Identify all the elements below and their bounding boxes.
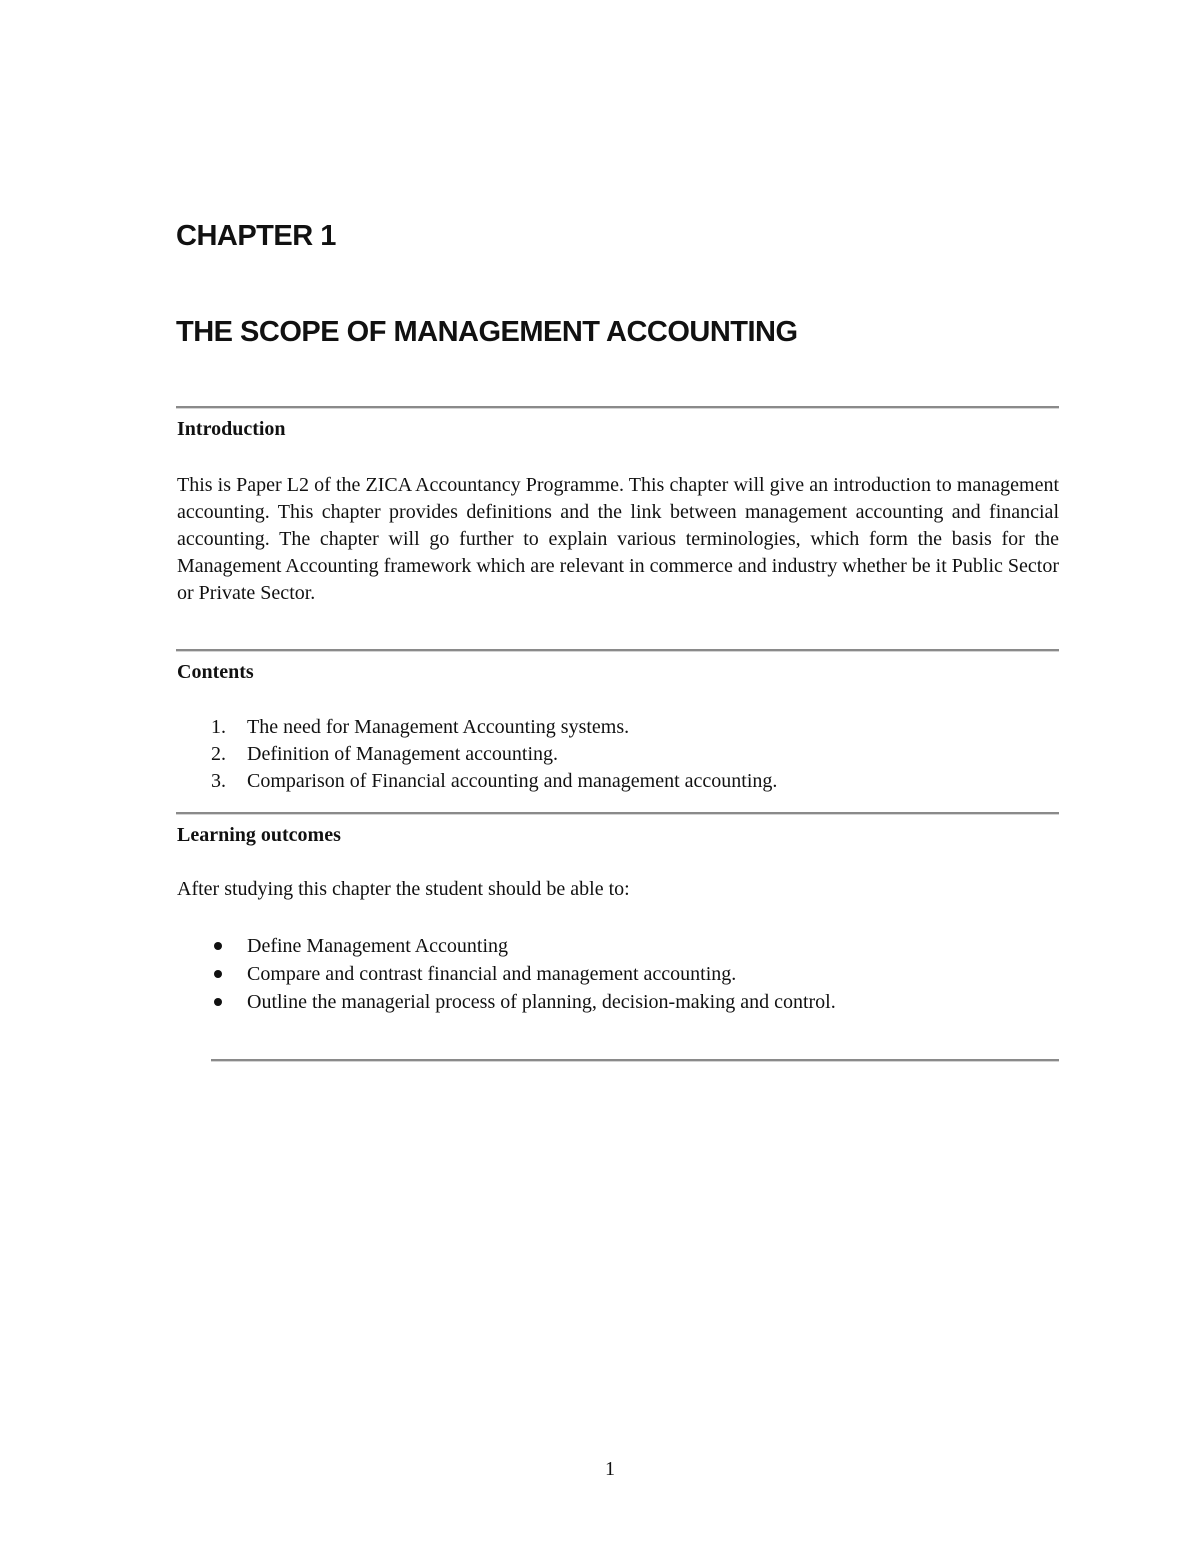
bullet-icon <box>214 942 222 950</box>
learning-outcomes-intro: After studying this chapter the student should be able to: <box>177 878 630 900</box>
contents-item-text: The need for Management Accounting systems. <box>247 716 630 738</box>
bullet-icon <box>214 998 222 1006</box>
contents-item <box>177 714 777 741</box>
outcome-item-text: Define Management Accounting <box>247 935 509 957</box>
learning-outcomes-heading: Learning outcomes <box>177 824 341 846</box>
section-divider <box>176 406 1059 409</box>
contents-heading: Contents <box>177 661 254 683</box>
bullet-icon <box>214 970 222 978</box>
contents-list <box>177 714 777 795</box>
section-divider <box>176 649 1059 652</box>
introduction-paragraph: This is Paper L2 of the ZICA Accountancy Programme. This chapter will give an introduction to management accounting. This chapter provides definitions and the link between management accounting and financial accounting. The chapter will go further to explain various terminologies, which form the basis for the Management Accounting framework which are relevant in commerce and industry whether be it Public Sector or Private Sector. <box>177 474 1059 604</box>
section-divider <box>176 812 1059 815</box>
contents-item-number: 1. <box>211 716 226 738</box>
contents-item-text: Definition of Management accounting. <box>247 743 559 765</box>
chapter-label: CHAPTER 1 <box>176 220 336 252</box>
page-number: 1 <box>605 1458 615 1480</box>
contents-item-number: 3. <box>211 770 226 792</box>
outcome-item <box>177 960 836 988</box>
contents-item-number: 2. <box>211 743 226 765</box>
section-divider <box>211 1059 1059 1062</box>
outcome-item <box>177 988 836 1016</box>
introduction-heading: Introduction <box>177 418 286 440</box>
learning-outcomes-list <box>177 932 836 1016</box>
outcome-item <box>177 932 836 960</box>
outcome-item-text: Compare and contrast financial and management accounting. <box>247 963 737 985</box>
contents-item-text: Comparison of Financial accounting and management accounting. <box>247 770 778 792</box>
contents-item <box>177 768 777 795</box>
contents-item <box>177 741 777 768</box>
outcome-item-text: Outline the managerial process of planning, decision-making and control. <box>247 991 836 1013</box>
chapter-title: THE SCOPE OF MANAGEMENT ACCOUNTING <box>176 316 798 348</box>
